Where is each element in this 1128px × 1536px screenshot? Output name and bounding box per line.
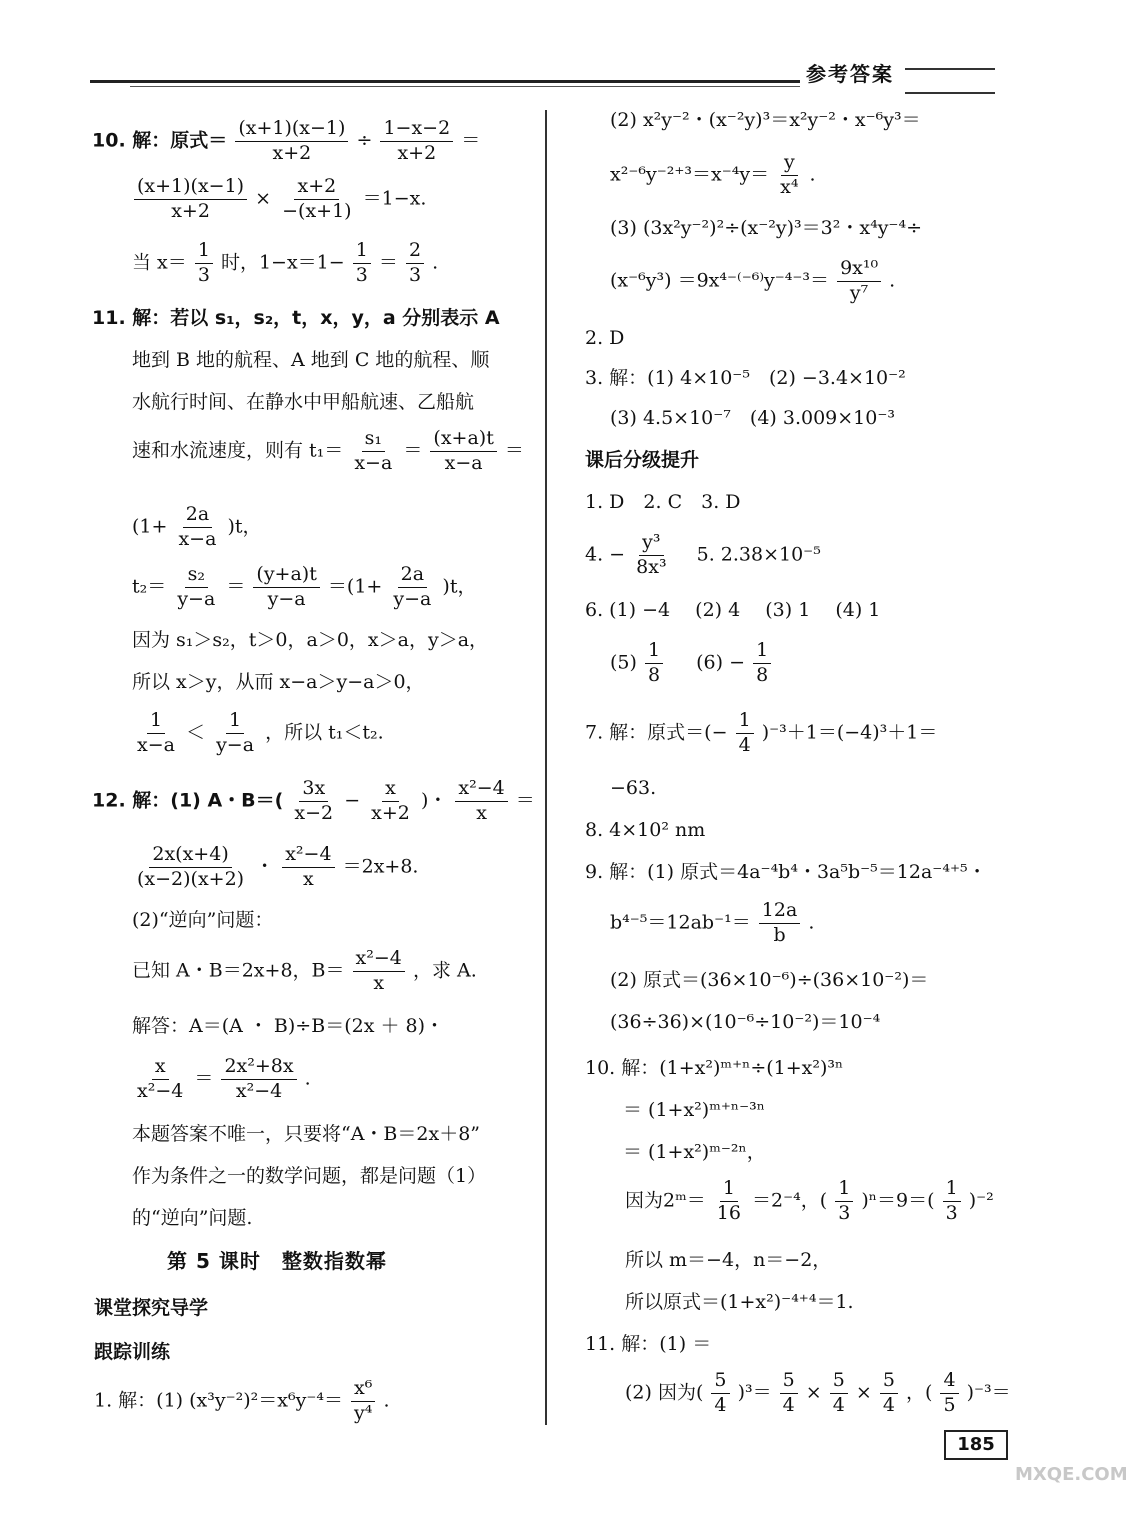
q12-line6: $\frac{x}{\text{x²−4}}$ ＝ $\frac{\text{2x²+8x}}{\text{x²−4}}$ . [137,1055,311,1102]
r-line: b⁴⁻⁵＝12ab⁻¹＝ $\frac{12a}{b}$ . [610,899,815,946]
q12-line9: 的“逆向”问题. [132,1207,253,1229]
q10-line3: 当 x＝ $\frac{1}{3}$ 时，1−x＝1− $\frac{1}{3}$ ＝ $\frac{2}{3}$ . [132,239,439,286]
q11-line3: 水航行时间、在静水中甲船航速、乙船航 [132,391,475,413]
r-line: 因为2ᵐ＝ $\frac{1}{16}$ ＝2⁻⁴，( $\frac{1}{3}$ )ⁿ＝9＝( $\frac{1}{3}$ )⁻² [625,1177,994,1224]
header-ornament [905,68,995,94]
q1-line1: 1. 解：(1) (x³y⁻²)²＝x⁶y⁻⁴＝ $\frac{\text{x⁶}}{\text{y⁴}}$ . [94,1377,390,1424]
r-line: 7. 解：原式＝(− $\frac{1}{4}$ )⁻³＋1＝(−4)³＋1＝ [585,709,938,756]
q11-line7: 因为 s₁＞s₂，t＞0，a＞0，x＞a，y＞a， [132,629,489,651]
r-line: (2) 原式＝(36×10⁻⁶)÷(36×10⁻²)＝ [610,969,929,991]
q12-line4: 已知 A・B＝2x+8，B＝ $\frac{\text{x²−4}}{x}$ ，求 A. [132,947,477,994]
section-heading: 课堂探究导学 [94,1297,209,1319]
r-line: (5) $\frac{1}{8}$ (6) − $\frac{1}{8}$ [610,640,773,687]
q12-line3: (2)“逆向”问题： [132,909,274,931]
r-line: (x⁻⁶y³) ＝9x⁴⁻⁽⁻⁶⁾y⁻⁴⁻³＝ $\frac{\text{9x¹⁰}}{\text{y⁷}}$ . [610,257,896,304]
r-line: (2) 因为( $\frac{5}{4}$ )³＝ $\frac{5}{4}$ × $\frac{5}{4}$ × $\frac{5}{4}$ ，( $\frac{4}{5}$ )⁻³＝ [625,1369,1011,1416]
r-line: ＝ (1+x²)ᵐ⁻²ⁿ， [623,1141,766,1163]
r-line: (36÷36)×(10⁻⁶÷10⁻²)＝10⁻⁴ [610,1011,881,1033]
r-line: (3) 4.5×10⁻⁷ (4) 3.009×10⁻³ [610,407,896,429]
r-line: 4. − $\frac{\text{y³}}{\text{8x³}}$ 5. 2.38×10⁻⁵ [585,531,821,578]
r-line: 3. 解：(1) 4×10⁻⁵ (2) −3.4×10⁻² [585,367,906,389]
q11-line2: 地到 B 地的航程、A 地到 C 地的航程、顺 [132,349,490,371]
r-line: x²⁻⁶y⁻²⁺³＝x⁻⁴y＝ $\frac{y}{\text{x⁴}}$ . [610,151,816,198]
q10-line2: $\frac{(x+1)(x-1)}{x+2}$ × $\frac{x+2}{-(x+1)}$ ＝1−x. [132,176,426,223]
q10-line1: 10. 解：原式＝ $\frac{(x+1)(x-1)}{x+2}$ ÷ $\frac{1-x-2}{x+2}$ ＝ [92,117,481,164]
q11-line5: (1+ $\frac{2a}{x-a}$ )t， [132,503,262,550]
q11-line6: t₂＝ $\frac{\text{s₂}}{y-a}$ ＝ $\frac{(y+a)t}{y-a}$ ＝(1+ $\frac{2a}{y-a}$ )t， [132,563,477,610]
q12-line7: 本题答案不唯一，只要将“A・B＝2x＋8” [132,1123,481,1145]
section-heading: 课后分级提升 [585,449,700,471]
r-line: (3) (3x²y⁻²)²÷(x⁻²y)³＝3²・x⁴y⁻⁴÷ [610,217,922,239]
q12-line2: $\frac{2x(x+4)}{(x-2)(x+2)}$ ・ $\frac{\text{x²−4}}{x}$ ＝2x+8. [137,843,419,890]
header-rule-thin [130,86,900,87]
header-title: 参考答案 [800,58,900,87]
page-header [90,58,995,98]
r-line: 6. (1) −4 (2) 4 (3) 1 (4) 1 [585,599,881,621]
r-line: 9. 解：(1) 原式＝4a⁻⁴b⁴・3a⁵b⁻⁵＝12a⁻⁴⁺⁵・ [585,861,987,883]
q12-line8: 作为条件之一的数学问题，都是问题（1） [132,1165,487,1187]
section-heading: 跟踪训练 [94,1341,171,1363]
header-rule [90,80,900,83]
r-line: 2. D [585,327,625,349]
q11-line1: 11. 解：若以 s₁，s₂，t，x，y，a 分别表示 A [92,307,500,329]
page-number: 185 [944,1430,1008,1460]
lesson-title: 第 5 课时 整数指数幂 [167,1249,387,1273]
r-line: 8. 4×10² nm [585,819,706,841]
r-line: 所以 m＝−4，n＝−2， [625,1249,832,1271]
fraction: $\frac{1-x-2}{x+2}$ [380,118,453,165]
watermark-logo: MXQE.COM [1015,1464,1128,1485]
r-line: ＝ (1+x²)ᵐ⁺ⁿ⁻³ⁿ [623,1099,765,1121]
fraction: $\frac{(x+1)(x-1)}{x+2}$ [235,118,348,165]
r-line: (2) x²y⁻²・(x⁻²y)³＝x²y⁻²・x⁻⁶y³＝ [610,109,921,131]
column-divider [545,110,547,1425]
q11-line4: 速和水流速度，则有 t₁＝ $\frac{\text{s₁}}{x-a}$ ＝ $\frac{(x+a)t}{x-a}$ ＝ [132,427,524,474]
q11-line8: 所以 x＞y，从而 x−a＞y−a＞0， [132,671,425,693]
r-line: 所以原式＝(1+x²)⁻⁴⁺⁴＝1. [625,1291,854,1313]
q11-line9: $\frac{1}{x-a}$ ＜ $\frac{1}{y-a}$ ，所以 t₁＜t₂. [137,709,384,756]
r-line: 11. 解：(1) ＝ [585,1333,712,1355]
r-line: 1. D 2. C 3. D [585,491,741,513]
q12-line5: 解答：A＝(A ・ B)÷B＝(2x ＋ 8)・ [132,1015,444,1037]
r-line: 10. 解：(1+x²)ᵐ⁺ⁿ÷(1+x²)³ⁿ [585,1057,844,1079]
q12-line1: 12. 解：(1) A・B＝( $\frac{3x}{x-2}$ − $\frac{x}{x+2}$ )・ $\frac{\text{x²−4}}{x}$ ＝ [92,777,535,824]
r-line: −63. [610,777,657,799]
